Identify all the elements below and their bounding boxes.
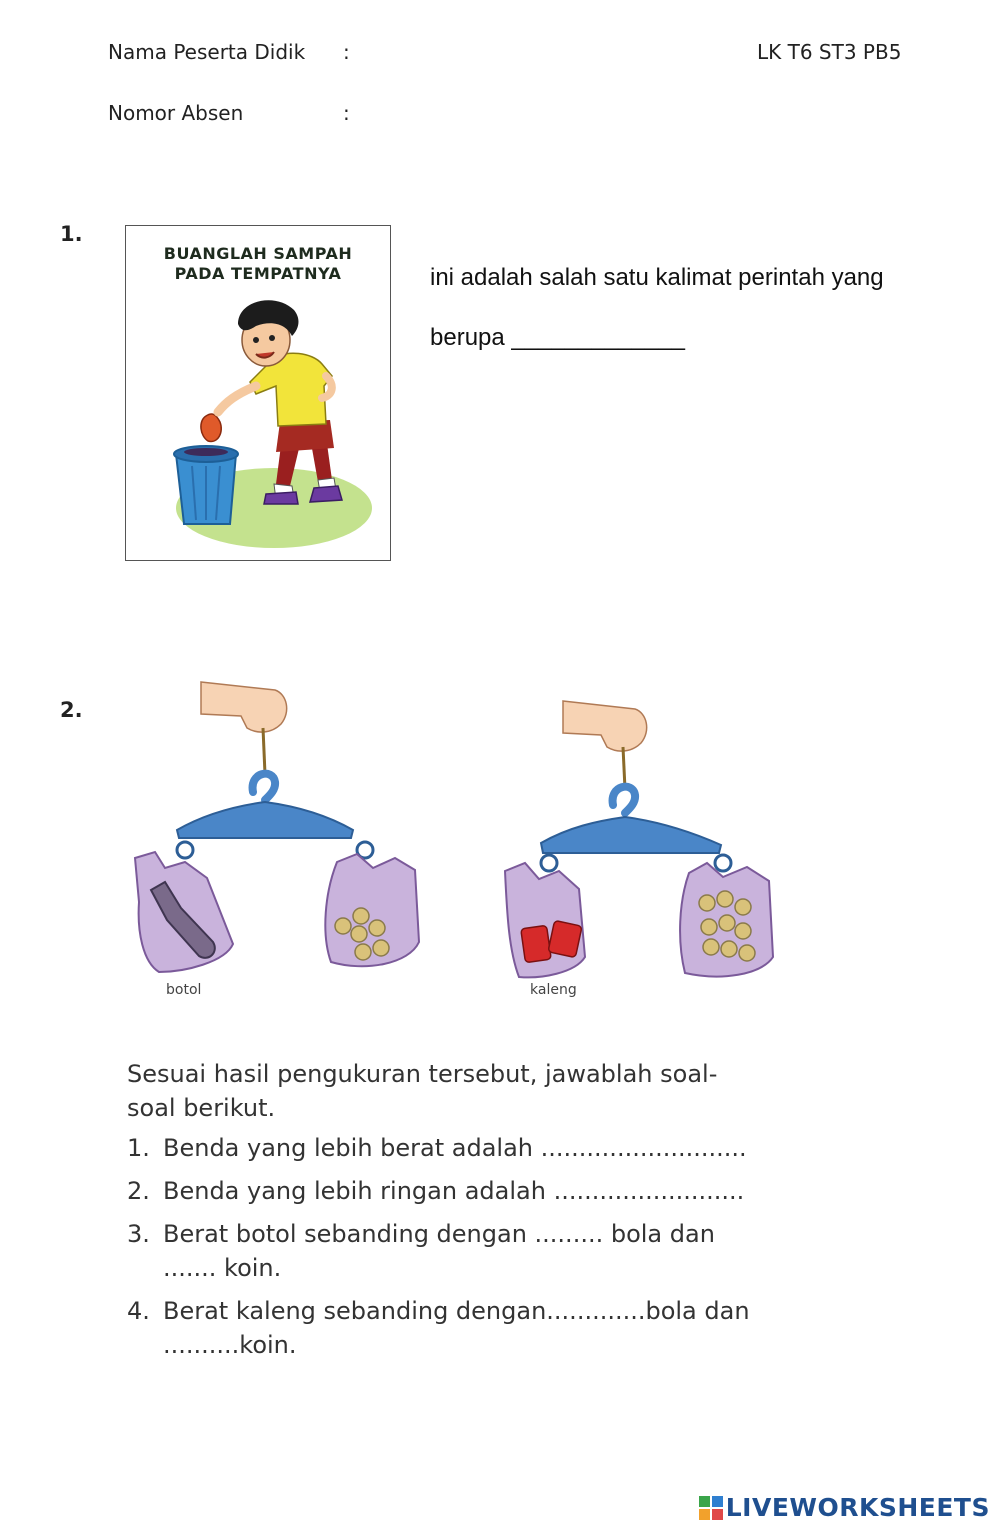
- question-2-text-block: [127, 1057, 827, 1362]
- caption-botol: botol: [166, 982, 202, 998]
- worksheet-code: LK T6 ST3 PB5: [757, 40, 902, 64]
- liveworksheets-logo-icon: [698, 1495, 724, 1521]
- item-text-line2: ....... koin.: [163, 1254, 282, 1282]
- caption-kaleng: kaleng: [530, 982, 577, 998]
- question-1-number: 1.: [60, 222, 83, 246]
- item-number: 2.: [127, 1177, 150, 1205]
- question-1-text-line2: berupa _____________: [430, 324, 685, 351]
- question-2-number: 2.: [60, 698, 83, 722]
- question-2-item: [127, 1294, 827, 1362]
- poster-title-line2: PADA TEMPATNYA: [174, 264, 342, 283]
- liveworksheets-logo-text: LIVEWORKSHEETS: [725, 1493, 990, 1522]
- item-text: Berat kaleng sebanding dengan.............bola dan: [163, 1297, 750, 1325]
- poster-title-line1: BUANGLAH SAMPAH: [163, 244, 353, 263]
- item-number: 1.: [127, 1134, 150, 1162]
- absen-colon: :: [343, 101, 350, 125]
- item-text: Benda yang lebih berat adalah ...........................: [163, 1134, 747, 1162]
- item-number: 4.: [127, 1297, 150, 1325]
- question-1-text-line1: ini adalah salah satu kalimat perintah yang: [430, 264, 884, 291]
- name-colon: :: [343, 40, 350, 64]
- item-text: Benda yang lebih ringan adalah .........................: [163, 1177, 745, 1205]
- question-2-item: [127, 1217, 827, 1285]
- item-text: Berat botol sebanding dengan ......... bola dan: [163, 1220, 715, 1248]
- hanger-scale-can-illustration: [485, 695, 785, 985]
- question-2-intro-line2: soal berikut.: [127, 1094, 276, 1122]
- question-2-intro-line1: Sesuai hasil pengukuran tersebut, jawablah soal-: [127, 1060, 718, 1088]
- name-label: Nama Peserta Didik: [108, 40, 306, 64]
- question-2-item: [127, 1131, 827, 1165]
- poster-image: [125, 225, 391, 561]
- item-text-line2: ..........koin.: [163, 1331, 297, 1359]
- hanger-scale-bottle-illustration: [125, 672, 435, 982]
- question-2-item: [127, 1174, 827, 1208]
- liveworksheets-logo[interactable]: [698, 1493, 990, 1522]
- boy-throwing-trash-illustration: [126, 226, 390, 560]
- absen-label: Nomor Absen: [108, 101, 244, 125]
- item-number: 3.: [127, 1220, 150, 1248]
